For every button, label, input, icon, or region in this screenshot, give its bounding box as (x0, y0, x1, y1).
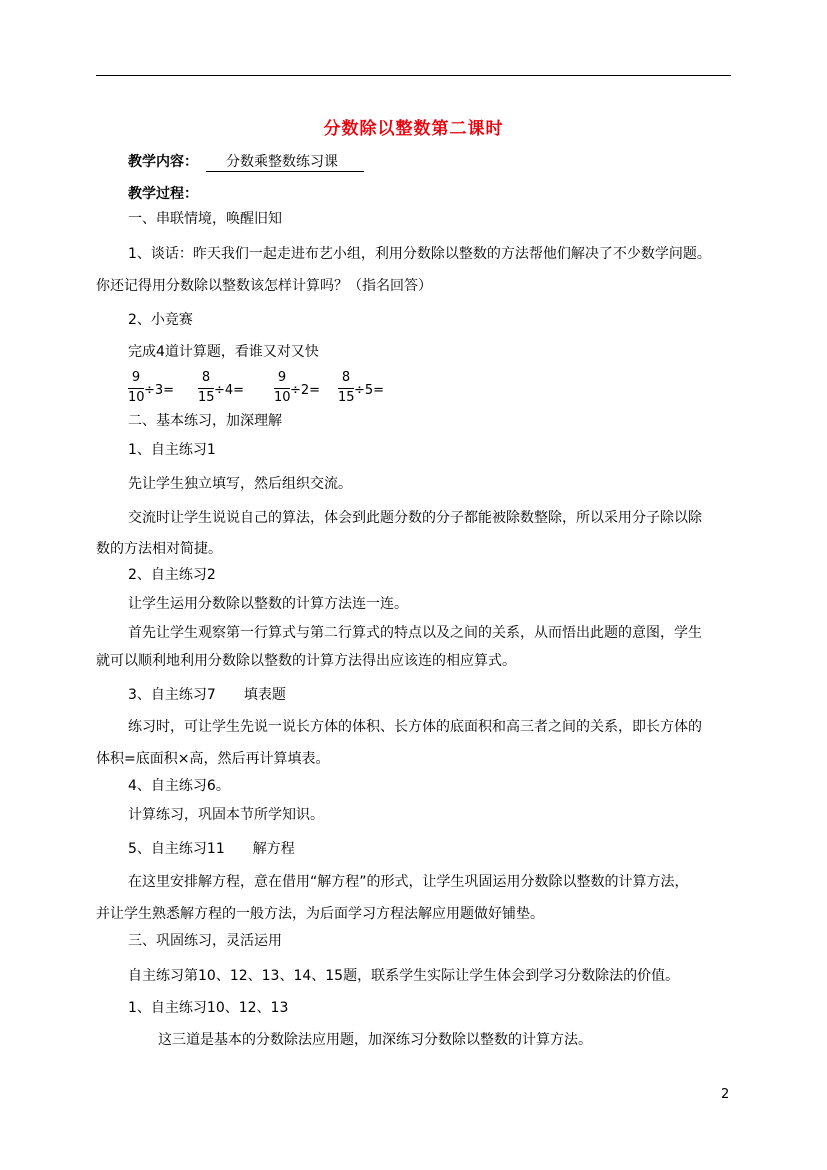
fraction-bar (274, 388, 290, 389)
header-rule (96, 75, 731, 76)
paragraph-line: 先让学生独立填写，然后组织交流。 (128, 476, 352, 492)
paragraph-line: 计算练习，巩固本节所学知识。 (128, 807, 324, 823)
paragraph-line: 1、自主练习10、12、13 (128, 1000, 289, 1016)
fraction (274, 370, 290, 406)
section-heading: 一、串联情境，唤醒旧知 (128, 211, 282, 227)
paragraph-line: 就可以顺利地利用分数除以整数的计算方法得出应该连的相应算式。 (96, 653, 516, 669)
fraction-bar (338, 388, 354, 389)
paragraph-line: 练习时，可让学生先说一说长方体的体积、长方体的底面积和高三者之间的关系，即长方体的 (128, 719, 702, 735)
numerator: 9 (277, 370, 287, 385)
denominator: 15 (338, 390, 355, 405)
paragraph-line: 交流时让学生说说自己的算法，体会到此题分数的分子都能被除数整除，所以采用分子除以除 (128, 510, 702, 526)
fraction-bar (198, 388, 214, 389)
numerator: 8 (341, 370, 351, 385)
fraction-operator: ÷3= (144, 383, 175, 398)
paragraph-line: 1、自主练习1 (128, 442, 216, 458)
paragraph-line: 你还记得用分数除以整数该怎样计算吗？（指名回答） (96, 278, 432, 294)
paragraph-line: 这三道是基本的分数除法应用题，加深练习分数除以整数的计算方法。 (158, 1032, 592, 1048)
fraction (338, 370, 354, 406)
fraction-operator: ÷5= (354, 383, 385, 398)
paragraph-line: 完成4道计算题，看谁又对又快 (128, 344, 319, 360)
paragraph-line: 5、自主练习11 解方程 (128, 841, 295, 857)
fraction (198, 370, 214, 406)
fraction-operator: ÷2= (290, 383, 321, 398)
paragraph-line: 2、小竞赛 (128, 312, 193, 328)
paragraph-line: 4、自主练习6。 (128, 778, 230, 794)
paragraph-line: 自主练习第10、12、13、14、15题，联系学生实际让学生体会到学习分数除法的价值。 (128, 968, 680, 984)
section-heading: 三、巩固练习，灵活运用 (128, 933, 282, 949)
paragraph-line: 1、谈话：昨天我们一起走进布艺小组，利用分数除以整数的方法帮他们解决了不少数学问题。 (128, 246, 711, 262)
paragraph-line: 2、自主练习2 (128, 567, 216, 583)
numerator: 9 (131, 370, 141, 385)
fraction-bar (128, 388, 144, 389)
paragraph-line: 并让学生熟悉解方程的一般方法，为后面学习方程法解应用题做好铺垫。 (96, 906, 544, 922)
paragraph-line: 体积=底面积×高，然后再计算填表。 (96, 751, 330, 767)
denominator: 15 (198, 390, 215, 405)
paragraph-line: 数的方法相对简捷。 (96, 541, 222, 557)
fraction-operator: ÷4= (214, 383, 245, 398)
paragraph-line: 在这里安排解方程，意在借用“解方程”的形式，让学生巩固运用分数除以整数的计算方法， (128, 874, 689, 890)
paragraph-line: 3、自主练习7 填表题 (128, 687, 286, 703)
denominator: 10 (128, 390, 145, 405)
section-heading: 二、基本练习，加深理解 (128, 413, 282, 429)
content-label: 教学内容： (128, 154, 198, 170)
page-number: 2 (721, 1087, 730, 1102)
numerator: 8 (201, 370, 211, 385)
fraction (128, 370, 144, 406)
content-value: 分数乘整数练习课 (206, 153, 364, 172)
paragraph-line: 首先让学生观察第一行算式与第二行算式的特点以及之间的关系，从而悟出此题的意图，学生 (128, 625, 702, 641)
paragraph-line: 让学生运用分数除以整数的计算方法连一连。 (128, 596, 408, 612)
page-title: 分数除以整数第二课时 (323, 119, 504, 139)
content-line (128, 153, 364, 172)
denominator: 10 (274, 390, 291, 405)
process-label: 教学过程： (128, 186, 198, 202)
